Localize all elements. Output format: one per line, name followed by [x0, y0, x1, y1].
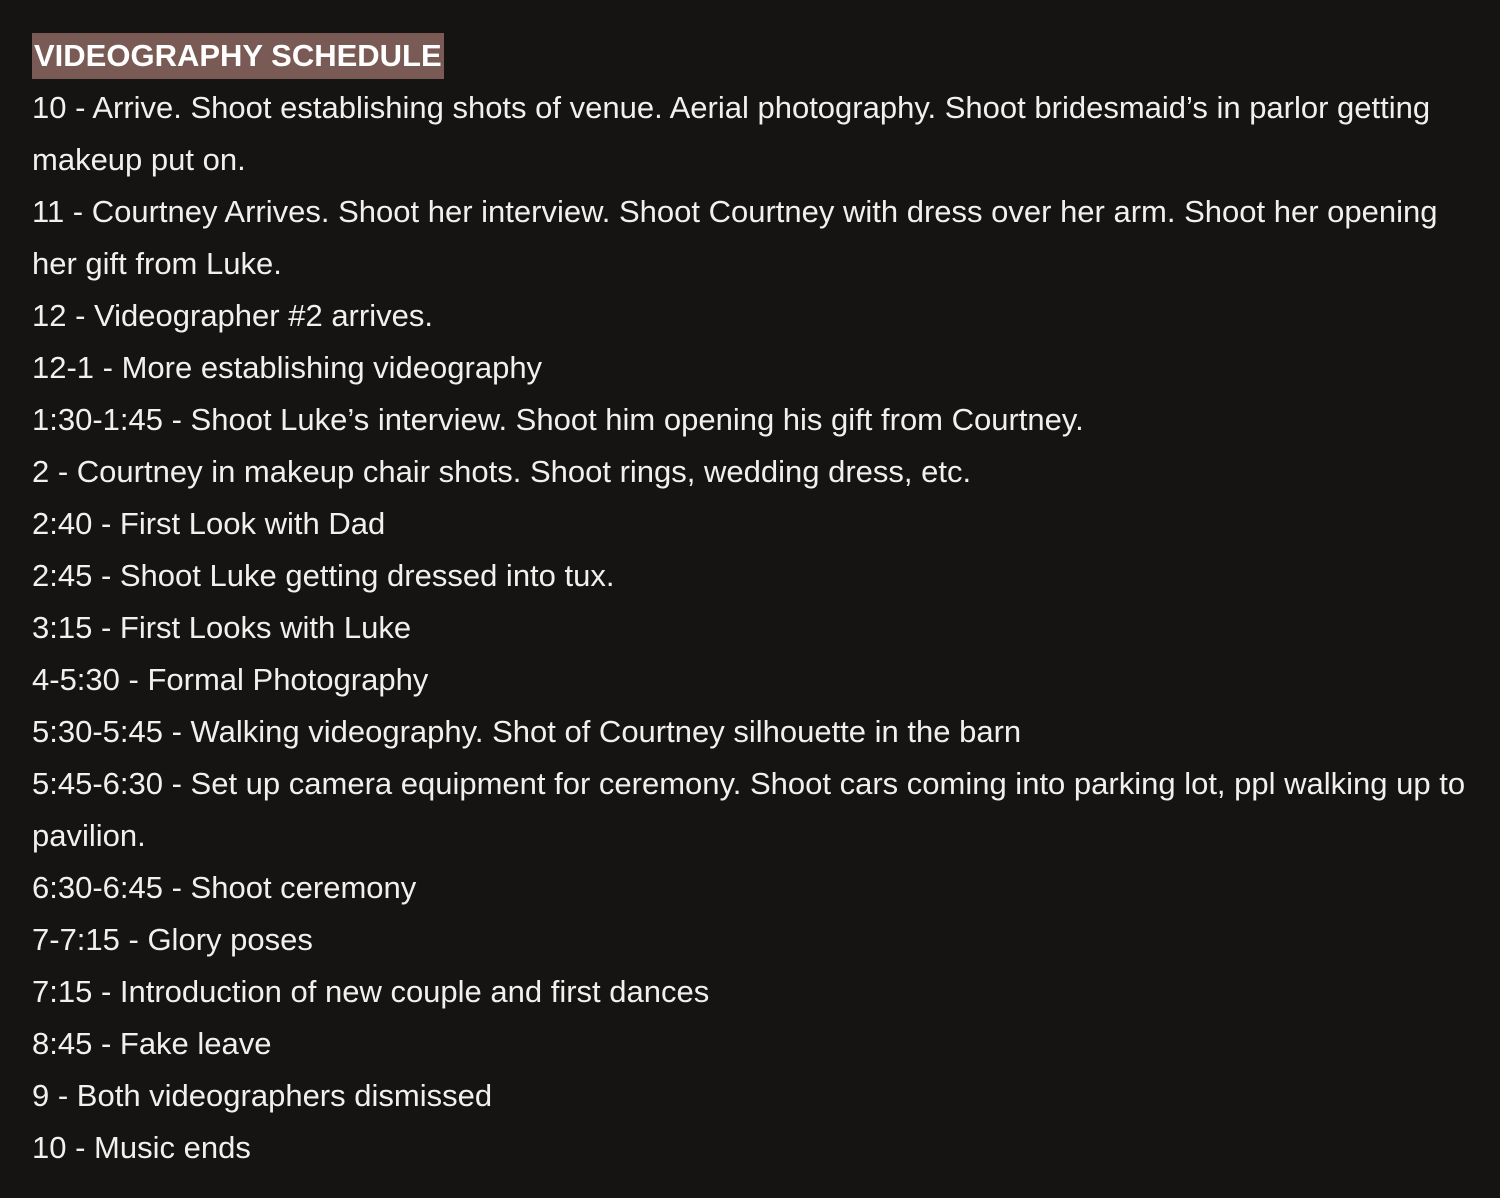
schedule-entry: 12 - Videographer #2 arrives. — [32, 298, 433, 333]
schedule-entry: 7:15 - Introduction of new couple and first dances — [32, 974, 710, 1009]
schedule-entry: 5:30-5:45 - Walking videography. Shot of Courtney silhouette in the barn — [32, 714, 1022, 749]
schedule-entry: 2 - Courtney in makeup chair shots. Shoot rings, wedding dress, etc. — [32, 454, 972, 489]
schedule-entry: 10 - Arrive. Shoot establishing shots of venue. Aerial photography. Shoot bridesmaid’s in parlor getting makeup put on. — [32, 90, 1431, 177]
schedule-entry: 1:30-1:45 - Shoot Luke’s interview. Shoot him opening his gift from Courtney. — [32, 402, 1084, 437]
schedule-entry: 7-7:15 - Glory poses — [32, 922, 313, 957]
schedule-document — [32, 30, 1472, 1174]
schedule-entry: 2:40 - First Look with Dad — [32, 506, 386, 541]
schedule-entry: 12-1 - More establishing videography — [32, 350, 543, 385]
schedule-entry: 5:45-6:30 - Set up camera equipment for ceremony. Shoot cars coming into parking lot, ppl walking up to pavilion. — [32, 766, 1466, 853]
schedule-entry: 10 - Music ends — [32, 1130, 251, 1165]
schedule-list — [32, 82, 1472, 1174]
schedule-entry: 4-5:30 - Formal Photography — [32, 662, 429, 697]
schedule-entry: 11 - Courtney Arrives. Shoot her interview. Shoot Courtney with dress over her arm. Shoot her opening her gift from Luke. — [32, 194, 1438, 281]
schedule-entry: 3:15 - First Looks with Luke — [32, 610, 412, 645]
schedule-entry: 8:45 - Fake leave — [32, 1026, 272, 1061]
schedule-entry: 6:30-6:45 - Shoot ceremony — [32, 870, 417, 905]
schedule-heading: VIDEOGRAPHY SCHEDULE — [32, 33, 444, 79]
schedule-entry: 9 - Both videographers dismissed — [32, 1078, 493, 1113]
schedule-entry: 2:45 - Shoot Luke getting dressed into tux. — [32, 558, 615, 593]
